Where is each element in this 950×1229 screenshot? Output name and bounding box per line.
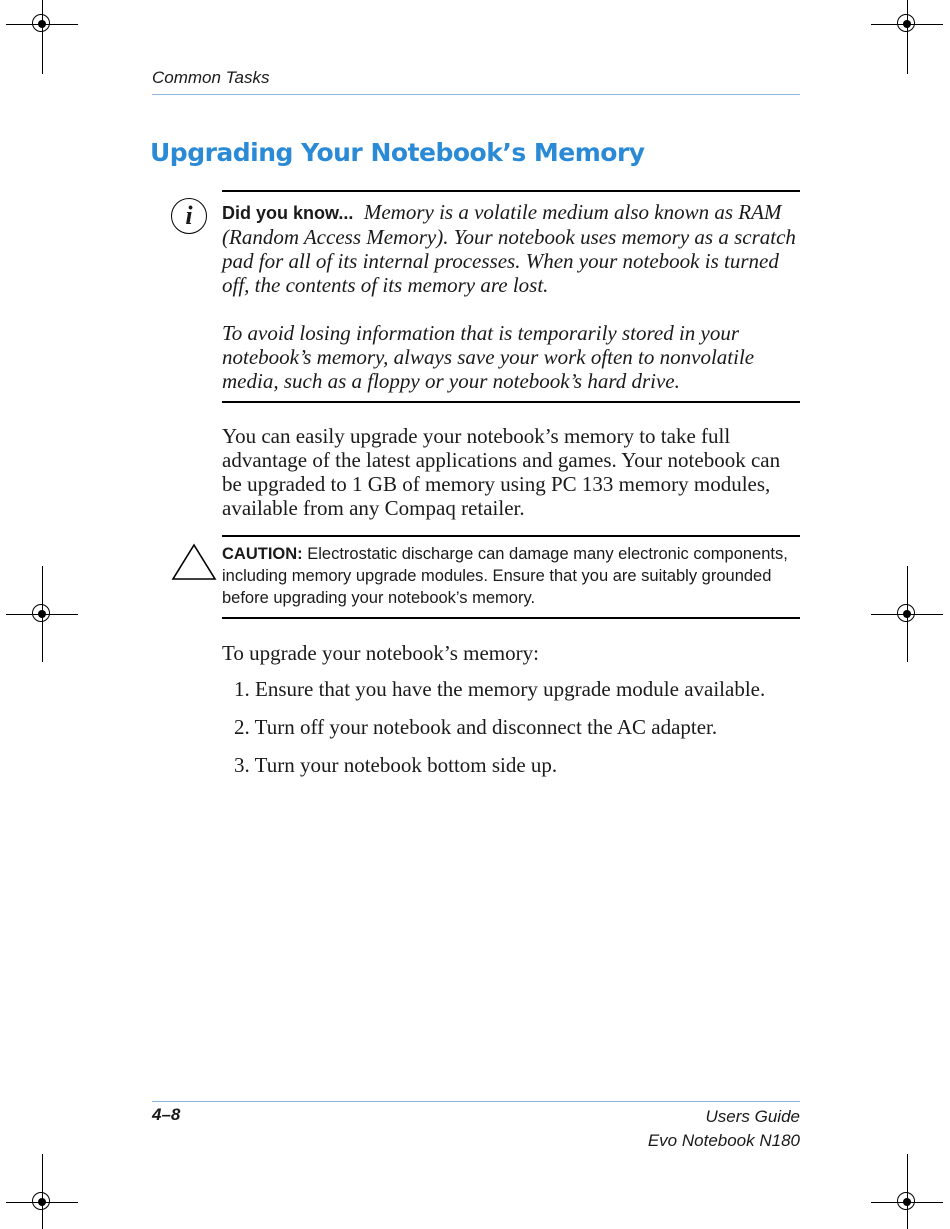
note-lead: Did you know... [222,203,354,223]
footer-guide-title: Users Guide [705,1107,800,1126]
note-top-rule [222,190,800,192]
running-header: Common Tasks [152,68,270,87]
step-number: 1. [234,677,250,701]
procedure-intro: To upgrade your notebook’s memory: [222,641,539,665]
list-item [234,753,765,791]
footer-product-name: Evo Notebook N180 [647,1131,800,1150]
footer-document-info [648,1105,800,1153]
note-bottom-rule [222,401,800,403]
step-text: Turn off your notebook and disconnect the AC adapter. [254,715,718,739]
page-number: 4–8 [152,1105,181,1124]
step-text: Turn your notebook bottom side up. [254,753,558,777]
body-paragraph: You can easily upgrade your notebook’s memory to take full advantage of the latest applications and games. Your notebook can be upgraded to 1 GB of memory using PC 133 memory modules, available from any Compaq retailer. [222,424,781,520]
info-icon: i [171,198,207,234]
footer-rule [152,1101,800,1102]
caution-text: Electrostatic discharge can damage many electronic components, including memory upgrade modules. Ensure that you are suitably grounded before upgrading your notebook’s memory. [222,545,788,607]
caution-top-rule [222,535,800,537]
page-title: Upgrading Your Notebook’s Memory [150,138,645,167]
warning-triangle-icon [171,543,217,581]
step-text: Ensure that you have the memory upgrade module available. [255,677,766,701]
list-item [234,715,765,753]
caution-bottom-rule [222,617,800,619]
note-paragraph-2: To avoid losing information that is temporarily stored in your notebook’s memory, always save your work often to nonvolatile media, such as a floppy or your notebook’s hard drive. [222,321,755,393]
note-paragraph-1: Memory is a volatile medium also known as RAM (Random Access Memory). Your notebook uses memory as a scratch pad for all of its internal processes. When your notebook is turned off, the contents of its memory are lost. [222,200,796,297]
procedure-steps [234,677,765,791]
step-number: 3. [234,753,250,777]
did-you-know-note [222,200,802,393]
header-rule [152,94,800,95]
caution-label: CAUTION: [222,545,303,563]
caution-notice [222,543,792,609]
step-number: 2. [234,715,250,739]
list-item [234,677,765,715]
